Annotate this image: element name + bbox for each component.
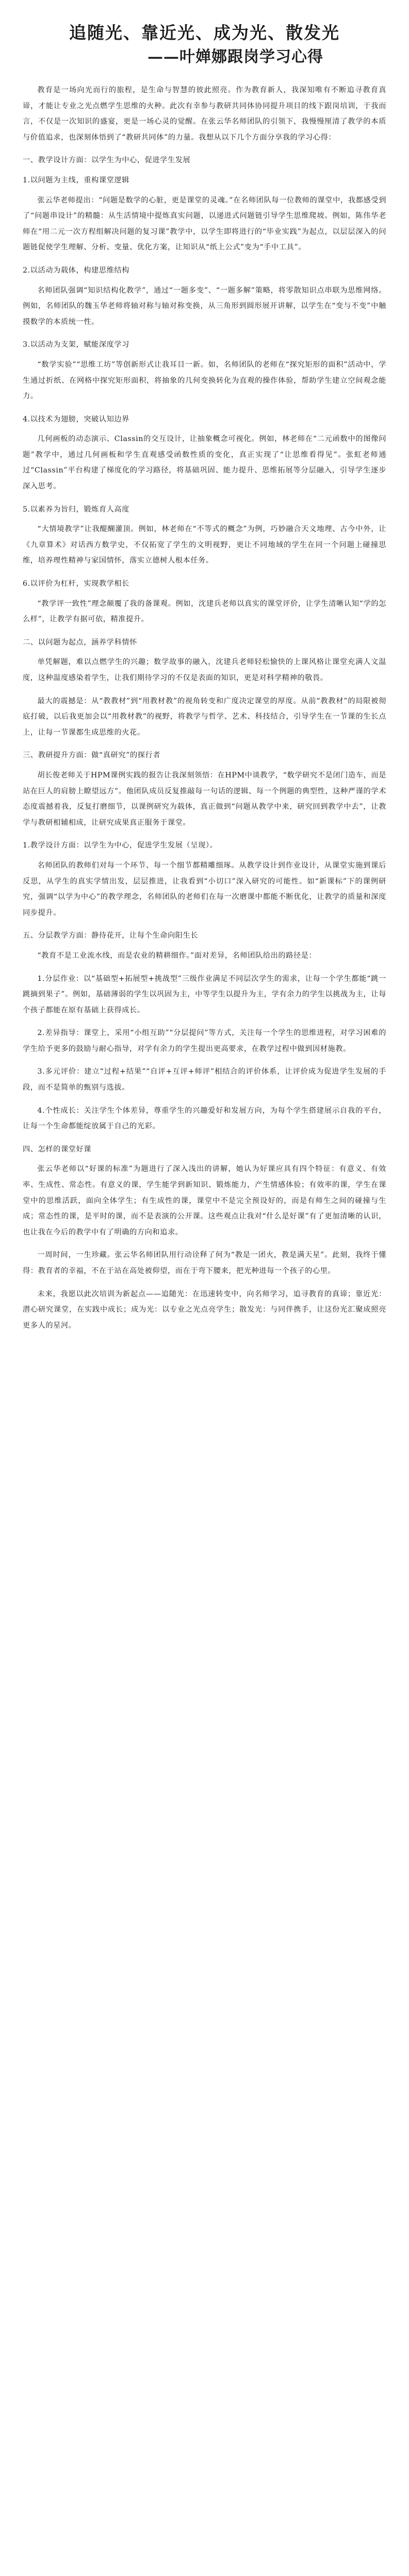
subsection-heading: 3.以活动为支架，赋能深度学习 [23, 341, 129, 349]
subsection-heading: 6.以评价为杠杆，实现教学相长 [23, 580, 129, 588]
subsection-heading: 1.以问题为主线，重构课堂逻辑 [23, 176, 129, 184]
section-heading: 三、教研提升方面：做“真研究”的探行者 [23, 751, 161, 760]
section-heading: 五、分层教学方面：静待花开，让每个生命向阳生长 [23, 931, 199, 940]
body-paragraph: “大情境教学”让我醍醐灌顶。例如，林老师在“不等式的概念”为例，巧妙融合天文地理、古今中外，让《九章算术》对话西方数学史，不仅拓宽了学生的文明视野，更让不同地域的学生在同一个问题上碰撞思维，培养理性精神与家国情怀，落实立德树人根本任务。 [23, 525, 386, 565]
body-paragraph: 2.差异指导：课堂上，采用“小组互助”“分层提问”等方式，关注每一个学生的思维进程，对学习困难的学生给予更多的鼓励与耐心指导，对学有余力的学生提出更高要求，在教学过程中做到因材施教。 [23, 1029, 386, 1053]
section-heading: 二、以问题为起点，涵养学科情怀 [23, 638, 137, 647]
body-paragraph: “教育不是工业流水线，而是农业的精耕细作。”面对差异，名师团队给出的路径是： [37, 951, 317, 960]
body-paragraph: “教学评一致性”理念颠覆了我的备课观。例如，沈建兵老师以真实的课堂评价，让学生清晰认知“学的怎么样”，让教学有据可依，精准提升。 [23, 599, 386, 624]
body-paragraph: 单凭解题，难以点燃学生的兴趣；数学故事的融入，沈建兵老师轻松愉快的上课风格让课堂充满人文温度，这种温度感染着学生，让我们期待学习的不仅是表面的知识，更是对科学精神的敬畏。 [23, 658, 386, 682]
subsection-heading: 1.教学设计方面：以学生为中心，促进学生发展（呈现）。 [23, 841, 218, 850]
body-paragraph: 名师团队的教师们对每一个环节、每一个细节都精雕细琢。从教学设计到作业设计，从课堂实施到课后反思，从学生的真实学情出发，层层推进，让我看到“小切口”深入研究的可能性。如“新课标”下的课例研究，强调“以学为中心”的教学理念，名师团队的老师们在每一次磨课中都能不断优化，让教学的质量和深度同步提升。 [23, 861, 386, 917]
subsection-heading: 4.以技术为翅膀，突破认知边界 [23, 415, 129, 423]
document-title: 追随光、靠近光、成为光、散发光 [69, 23, 340, 43]
body-paragraph: 几何画板的动态演示、Classin的交互设计，让抽象概念可视化。例如，林老师在“二元函数中的图像问题”教学中，通过几何画板和学生直观感受函数性质的变化，真正实现了“让思维看得见”。张虹老师通过“Classin”平台构建了梯度化的学习路径，将基础巩固、能力提升、思维拓展等分层融入，引导学生逐步深入思考。 [23, 435, 386, 491]
body-paragraph: 最大的震撼是：从“教教材”到“用教材教”的视角转变和广度决定课堂的厚度。从前“教教材”的局限被彻底打破，以后我更加会以“用教材教”的视野，将教学与哲学、艺术、科技结合，引导学生在一节课的生长点上，让每一节课都生成思维的火花。 [23, 697, 386, 737]
body-paragraph: 张云华老师提出：“问题是数学的心脏，更是课堂的灵魂。”在名师团队每一位教师的课堂中，我都感受到了“问题串设计”的精髓：从生活情境中提炼真实问题，以递进式问题链引导学生思维爬坡。例如，陈伟华老师在“用二元一次方程组解决问题的复习课”教学中，以学生即将进行的“毕业实践”为起点，以层层深入的问题链促使学生理解、分析、变量、优化方案，让知识从“纸上公式”变为“手中工具”。 [23, 196, 386, 252]
body-paragraph: 1.分层作业：以“基础型+拓展型+挑战型”三级作业满足不同层次学生的需求，让每一个学生都能“跳一跳摘到果子”。例如，基础薄弱的学生以巩固为主，中等学生以提升为主，学有余力的学生以挑战为主，让每个孩子都能在原有基础上获得成长。 [23, 974, 386, 1014]
body-paragraph: 名师团队强调“知识结构化教学”，通过“一题多变”、“一题多解”策略，将零散知识点串联为思维网络。例如，名师团队的魏玉华老师将轴对称与轴对称变换，从三角形到圆形展开讲解，以学生在“变与不变”中触摸数学的本质统一性。 [23, 286, 386, 326]
intro-paragraph: 教育是一场向光而行的旅程，是生命与智慧的彼此照亮。作为教育新人，我深知唯有不断追寻教育真谛，才能让专业之光点燃学生思维的火种。此次有幸参与教研共同体协同提升项目的线下跟岗培训，于我而言，不仅是一次知识的盛宴，更是一场心灵的觉醒。在张云华名师团队的引领下，我慢慢厘清了教学的本质与价值追求，也深刻体悟到了“教研共同体”的力量。我想从以下几个方面分享我的学习心得： [23, 86, 386, 142]
body-paragraph: 一周时间，一生珍藏。张云华名师团队用行动诠释了何为“教是一团火，教是满天星”。此刻，我终于懂得：教育者的幸福，不在于站在高处被仰望，而在于弯下腰来，把光种进每一个孩子的心里。 [23, 1251, 386, 1275]
document-subtitle: ——叶婵娜跟岗学习心得 [148, 48, 323, 66]
body-paragraph: “数学实验”“思维工坊”等创新形式让我耳目一新。如，名师团队的老师在“探究矩形的面积”活动中，学生通过折纸、在网格中探究矩形面积，将抽象的几何变换转化为直观的操作体验，帮助学生建立空间观念能力。 [23, 360, 386, 401]
section-heading: 四、怎样的课堂好课 [23, 1145, 92, 1154]
body-paragraph: 4.个性成长：关注学生个体差异，尊重学生的兴趣爱好和发展方向，为每个学生搭建展示自我的平台，让每一个生命都能绽放属于自己的光彩。 [23, 1106, 386, 1131]
body-paragraph: 胡长俊老师关于HPM课例实践的报告让我深刻领悟：在HPM中谈教学，“数学研究不是闭门造车，而是站在巨人的肩膀上瞭望远方”。他团队成员反复推敲每一句话的逻辑、每一个例题的典型性，这种严谨的学术态度震撼着我，反复打磨细节，以课例研究为载体，真正做到“问题从教学中来，研究回到教学中去”，让教学与教研相辅相成，让研究成果真正服务于课堂。 [23, 771, 386, 827]
subsection-heading: 5.以素养为旨归，锻炼育人高度 [23, 505, 129, 514]
closing-paragraph: 未来，我愿以此次培训为新起点——追随光：在迅速转变中，向名师学习，追寻教育的真谛；靠近光：潜心研究课堂，在实践中成长；成为光：以专业之光点亮学生；散发光：与同伴携手，让这份光汇聚成照亮更多人的星河。 [23, 1290, 386, 1330]
section-heading: 一、教学设计方面：以学生为中心，促进学生发展 [23, 156, 191, 165]
body-paragraph: 张云华老师以“好课的标准”为题进行了深入浅出的讲解，她认为好课应具有四个特征：有意义、有效率、生成性、常态性。有意义的课，学生能学到新知识、锻炼能力，产生情感体验；有效率的课，学生在课堂中的思维活跃，面向全体学生；有生成性的课，课堂中不是完全预设好的，而是有师生之间的碰撞与生成；常态性的课，是平时的课，而不是表演的公开课。这些观点让我对“什么是好课”有了更加清晰的认识，也让我在今后的教学中有了明确的方向和追求。 [23, 1165, 386, 1236]
subsection-heading: 2.以活动为载体，构建思维结构 [23, 266, 129, 275]
body-paragraph: 3.多元评价：建立“过程+结果”“自评+互评+师评”相结合的评价体系，让评价成为促进学生发展的手段，而不是简单的甄别与选拔。 [23, 1067, 386, 1092]
